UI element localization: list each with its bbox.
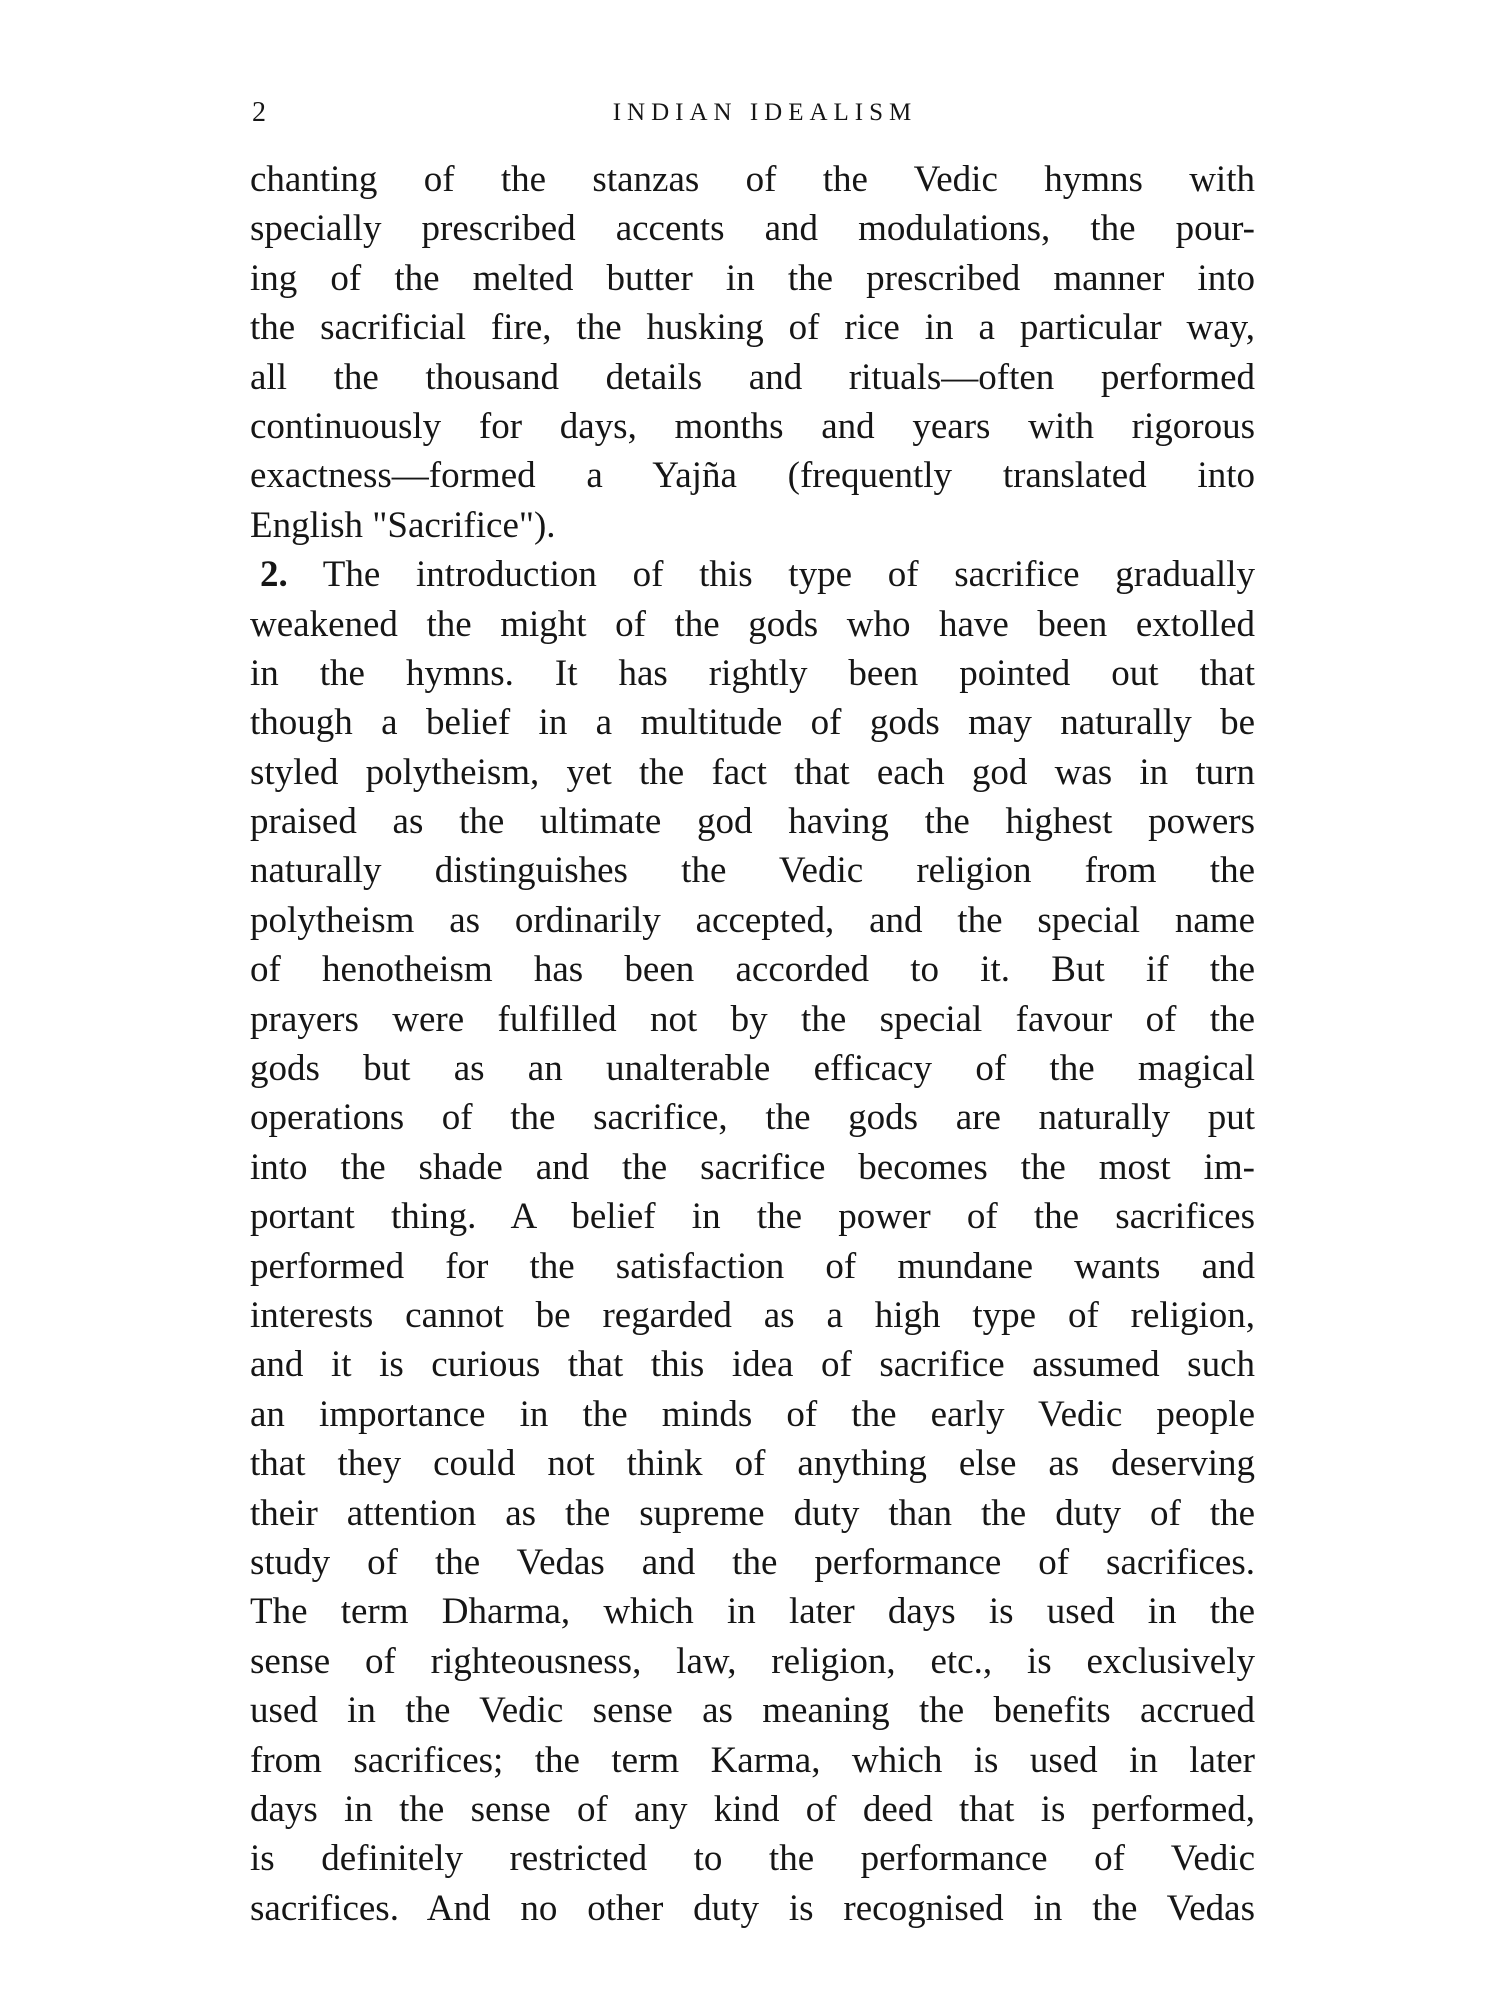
text-line: and it is curious that this idea of sacrifice assumed such bbox=[250, 1344, 1255, 1386]
text-line: operations of the sacrifice, the gods are naturally put bbox=[250, 1097, 1255, 1139]
text-line: an importance in the minds of the early Vedic people bbox=[250, 1393, 1255, 1435]
text-line: The term Dharma, which in later days is used in the bbox=[250, 1591, 1255, 1633]
text-line: in the hymns. It has rightly been pointed out that bbox=[250, 652, 1255, 694]
text-line: is definitely restricted to the performance of Vedic bbox=[250, 1838, 1255, 1880]
running-title: INDIAN IDEALISM bbox=[612, 99, 918, 126]
section-first-line bbox=[250, 550, 1255, 599]
text-line: of henotheism has been accorded to it. But if the bbox=[250, 949, 1255, 991]
text-line: weakened the might of the gods who have been extolled bbox=[250, 603, 1255, 645]
text-line: though a belief in a multitude of gods may naturally be bbox=[250, 702, 1255, 744]
text-line: all the thousand details and rituals—often performed bbox=[250, 356, 1255, 398]
text-line: praised as the ultimate god having the highest powers bbox=[250, 801, 1255, 843]
text-line: the sacrificial fire, the husking of rice in a particular way, bbox=[250, 307, 1255, 349]
text-line: chanting of the stanzas of the Vedic hymns with bbox=[250, 159, 1255, 200]
text-line: days in the sense of any kind of deed that is performed, bbox=[250, 1788, 1255, 1830]
text-line: sacrifices. And no other duty is recognised in the Vedas bbox=[250, 1887, 1255, 1929]
text-line: their attention as the supreme duty than the duty of the bbox=[250, 1492, 1255, 1534]
text-line: English "Sacrifice"). bbox=[250, 504, 556, 546]
text-line: performed for the satisfaction of mundane wants and bbox=[250, 1245, 1255, 1287]
text-line: styled polytheism, yet the fact that each god was in turn bbox=[250, 751, 1255, 793]
page-header bbox=[252, 97, 1254, 137]
section-number: 2. bbox=[260, 554, 288, 596]
text-line: naturally distinguishes the Vedic religion from the bbox=[250, 850, 1255, 892]
text-line: The introduction of this type of sacrifice gradually bbox=[322, 554, 1255, 596]
text-line: study of the Vedas and the performance of sacrifices. bbox=[250, 1541, 1255, 1583]
text-line: interests cannot be regarded as a high type of religion, bbox=[250, 1294, 1255, 1336]
text-line: that they could not think of anything else as deserving bbox=[250, 1443, 1255, 1485]
text-line: ing of the melted butter in the prescribed manner into bbox=[250, 257, 1255, 299]
text-line: specially prescribed accents and modulations, the pour- bbox=[250, 208, 1255, 250]
text-line: into the shade and the sacrifice becomes the most im- bbox=[250, 1146, 1255, 1188]
body-text bbox=[250, 155, 1255, 1933]
page-number: 2 bbox=[252, 97, 266, 128]
text-line: sense of righteousness, law, religion, etc., is exclusively bbox=[250, 1640, 1255, 1682]
text-line: used in the Vedic sense as meaning the benefits accrued bbox=[250, 1690, 1255, 1732]
text-line: prayers were fulfilled not by the special favour of the bbox=[250, 998, 1255, 1040]
text-line: polytheism as ordinarily accepted, and the special name bbox=[250, 899, 1255, 941]
text-line: continuously for days, months and years with rigorous bbox=[250, 405, 1255, 447]
text-line: portant thing. A belief in the power of the sacrifices bbox=[250, 1196, 1255, 1238]
text-line: from sacrifices; the term Karma, which is used in later bbox=[250, 1739, 1255, 1781]
text-line: exactness—formed a Yajña (frequently translated into bbox=[250, 455, 1255, 497]
text-line: gods but as an unalterable efficacy of the magical bbox=[250, 1048, 1255, 1090]
